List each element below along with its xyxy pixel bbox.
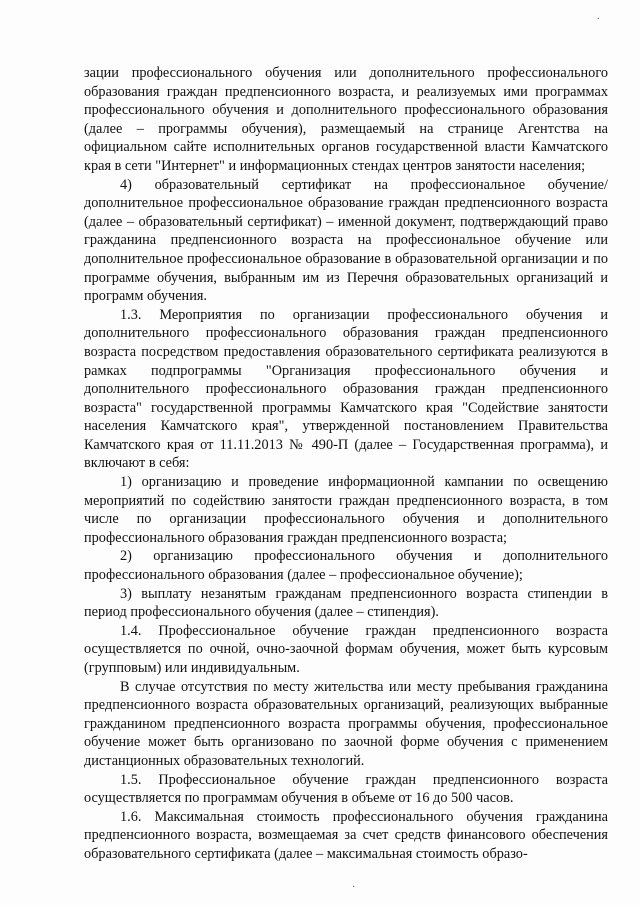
paragraph-remote-learning: В случае отсутствия по месту жительства или месту пребывания гражданина предпенсионного возраста образовательных организаций, реализующих выбранные гражданином предпенсионного возраста программы обучения, профессиональное обучение может быть организовано по заочной форме обучения с применением дистанционных образовательных технологий.: [84, 678, 608, 769]
paragraph-continuation: зации профессионального обучения или дополнительного профессионального образования граждан предпенсионного возраста, и реализуемых ими программах профессионального обучения и дополнительного профессионального образования (далее – программы обучения), размещаемый на странице Агентства на официальном сайте исполнительных органов государственной власти Камчатского края в сети "Интернет" и информационных стендах центров занятости населения;: [84, 65, 608, 174]
paragraph-list-2: 2) организацию профессионального обучения и дополнительного профессионального образования (далее – профессиональное обучение);: [84, 548, 608, 584]
paragraph-list-3: 3) выплату незанятым гражданам предпенсионного возраста стипендии в период профессионального обучения (далее – стипендия).: [84, 585, 608, 621]
paragraph-item-4: 4) образовательный сертификат на профессиональное обучение/дополнительное профессиональное образование граждан предпенсионного возраста (далее – образовательный сертификат) – именной документ, подтверждающий право гражданина предпенсионного возраста на профессиональное обучение или дополнительное профессиональное образование в образовательной организации и по программе обучения, выбранным им из Перечня образовательных организаций и программ обучения.: [84, 176, 608, 305]
paragraph-list-1: 1) организацию и проведение информационной кампании по освещению мероприятий по содействию занятости граждан предпенсионного возраста, в том числе по организации профессионального обучения и дополнительного профессионального образования граждан предпенсионного возраста;: [84, 474, 608, 546]
paragraph-1-6: 1.6. Максимальная стоимость профессионального обучения гражданина предпенсионного возраста, возмещаемая за счет средств финансового обеспечения образовательного сертификата (далее – максимальная стоимость образо-: [84, 808, 608, 862]
paragraph-1-5: 1.5. Профессиональное обучение граждан предпенсионного возраста осуществляется по программам обучения в объеме от 16 до 500 часов.: [84, 771, 608, 807]
scan-mark-top: ·: [596, 14, 600, 25]
scan-mark-bottom: ·: [352, 882, 356, 893]
document-body: [84, 64, 608, 864]
paragraph-1-4: 1.4. Профессиональное обучение граждан предпенсионного возраста осуществляется по очной, очно-заочной формам обучения, может быть курсовым (групповым) или индивидуальным.: [84, 622, 608, 676]
paragraph-1-3: 1.3. Мероприятия по организации профессионального обучения и дополнительного профессионального образования граждан предпенсионного возраста посредством предоставления образовательного сертификата реализуются в рамках подпрограммы "Организация профессионального обучения и дополнительного профессионального образования граждан предпенсионного возраста" государственной программы Камчатского края "Содействие занятости населения Камчатского края", утвержденной постановлением Правительства Камчатского края от 11.11.2013 № 490-П (далее – Государственная программа), и включают в себя:: [84, 306, 608, 472]
